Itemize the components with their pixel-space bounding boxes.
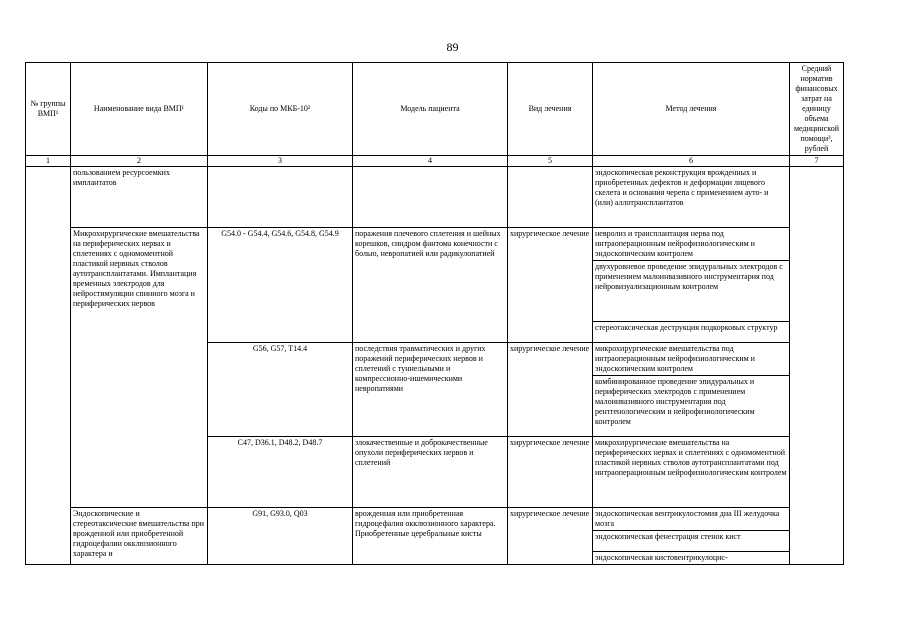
icd-codes-cell: G54.0 - G54.4, G54.6, G54.8, G54.9 — [208, 228, 353, 343]
treatment-method-cell: эндоскопическая вентрикулостомия дна III желудочка мозга — [593, 508, 790, 531]
group-number-cell — [26, 167, 71, 565]
icd-codes-cell: C47, D36.1, D48.2, D48.7 — [208, 437, 353, 508]
patient-model-cell: врожденная или приобретенная гидроцефалия окклюзионного характера. Приобретенные церебральные кисты — [353, 508, 508, 565]
header-row — [26, 63, 844, 156]
treatment-method-cell: стереотаксическая деструкция подкорковых структур — [593, 322, 790, 343]
treatment-method-cell: микрохирургические вмешательства под интраоперационным нейрофизиологическим и эндоскопическим контролем — [593, 343, 790, 376]
header-icd-codes: Коды по МКБ-10² — [208, 63, 353, 156]
treatment-method-cell: эндоскопическая кистовентрикулоцис- — [593, 552, 790, 565]
treatment-method-cell: невролиз и трансплантация нерва под интраоперационным нейрофизиологическим и эндоскопическим контролем — [593, 228, 790, 261]
header-patient-model: Модель пациента — [353, 63, 508, 156]
treatment-type-cell — [508, 167, 593, 228]
header-treatment-method: Метод лечения — [593, 63, 790, 156]
table-row — [26, 228, 844, 261]
vmp-name-cell: Эндоскопические и стереотаксические вмешательства при врожденной или приобретенной гидроцефалии окклюзионного характера и — [71, 508, 208, 565]
treatment-type-cell: хирургическое лечение — [508, 228, 593, 343]
vmp-table — [25, 62, 844, 565]
column-number: 1 — [26, 156, 71, 167]
treatment-type-cell: хирургическое лечение — [508, 437, 593, 508]
column-number: 5 — [508, 156, 593, 167]
treatment-method-cell: комбинированное проведение эпидуральных и периферических электродов с применением малоинвазивного инструментария под рентгенологическим и нейрофизиологическим контролем — [593, 376, 790, 437]
treatment-type-cell: хирургическое лечение — [508, 508, 593, 565]
column-number: 6 — [593, 156, 790, 167]
column-number: 7 — [790, 156, 844, 167]
icd-codes-cell — [208, 167, 353, 228]
treatment-method-cell: эндоскопическая фенестрация стенок кист — [593, 531, 790, 552]
treatment-type-cell: хирургическое лечение — [508, 343, 593, 437]
icd-codes-cell: G56, G57, T14.4 — [208, 343, 353, 437]
table-row — [26, 167, 844, 228]
patient-model-cell: поражения плечевого сплетения и шейных корешков, синдром фантома конечности с болью, невропатией или радикулопатией — [353, 228, 508, 343]
treatment-method-cell: двухуровневое проведение эпидуральных электродов с применением малоинвазивного инструментария под нейровизуализационным контролем — [593, 261, 790, 322]
cost-cell — [790, 167, 844, 565]
column-number: 2 — [71, 156, 208, 167]
header-cost-standard: Средний норматив финансовых затрат на единицу объема медицинской помощи³, рублей — [790, 63, 844, 156]
treatment-method-cell: эндоскопическая реконструкция врожденных и приобретенных дефектов и деформации лицевого скелета и основания черепа с применением ауто- и (или) аллотрансплантатов — [593, 167, 790, 228]
header-treatment-type: Вид лечения — [508, 63, 593, 156]
treatment-method-cell: микрохирургические вмешательства на периферических нервах и сплетениях с одномоментной пластикой нервных стволов аутотрансплантатами под интраоперационным нейрофизиологическим контролем — [593, 437, 790, 508]
column-number: 4 — [353, 156, 508, 167]
header-group-number: № группы ВМП¹ — [26, 63, 71, 156]
page-number: 89 — [446, 40, 459, 54]
vmp-name-cell: Микрохирургические вмешательства на периферических нервах и сплетениях с одномоментной пластикой нервных стволов аутотрансплантатами. Имплантация временных электродов для нейростимуляции спинного мозга и периферических нервов — [71, 228, 208, 508]
vmp-name-cell: пользованием ресурсоемких имплантатов — [71, 167, 208, 228]
column-number: 3 — [208, 156, 353, 167]
table-row — [26, 508, 844, 531]
header-vmp-name: Наименование вида ВМП¹ — [71, 63, 208, 156]
patient-model-cell — [353, 167, 508, 228]
icd-codes-cell: G91, G93.0, Q03 — [208, 508, 353, 565]
column-number-row — [26, 156, 844, 167]
patient-model-cell: последствия травматических и других поражений периферических нервов и сплетений с туннельными и компрессионно-ишемическими невропатиями — [353, 343, 508, 437]
patient-model-cell: злокачественные и доброкачественные опухоли периферических нервов и сплетений — [353, 437, 508, 508]
